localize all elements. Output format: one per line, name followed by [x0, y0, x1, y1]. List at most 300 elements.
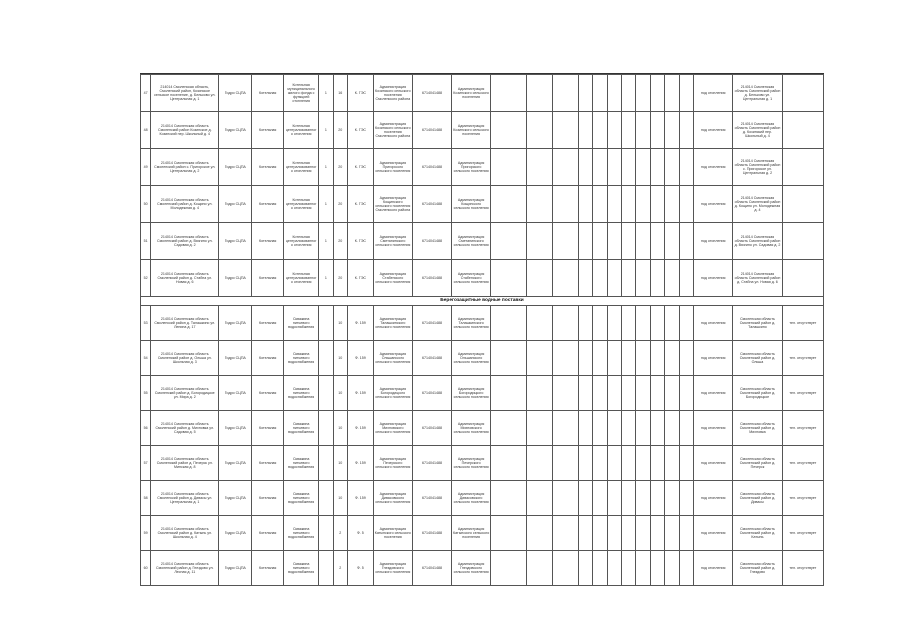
cell-empty	[578, 411, 592, 446]
cell-volume: 2	[333, 516, 347, 551]
cell-phone: тел. отсутствует	[782, 481, 823, 516]
cell-empty	[650, 516, 664, 551]
table-row	[141, 75, 824, 112]
cell-inn: 6714041488	[412, 446, 451, 481]
cell-destination: Смоленская область Смоленский район д. Талашкино	[733, 306, 782, 341]
cell-class: Ф. 5	[348, 551, 374, 586]
cell-empty	[607, 341, 621, 376]
table-body-bottom	[141, 306, 824, 586]
cell-volume: 10	[333, 411, 347, 446]
cell-empty	[679, 223, 693, 260]
cell-empty	[665, 341, 679, 376]
cell-operator: Администрация Стабенского сельского поселения	[452, 260, 491, 297]
cell-volume: 20	[333, 112, 347, 149]
cell-empty	[607, 481, 621, 516]
cell-empty	[491, 411, 527, 446]
cell-operator: Администрация Сметанинского сельского поселения	[452, 223, 491, 260]
cell-empty	[527, 446, 553, 481]
cell-purpose: Котельная муниципального жилого фонда с функцией отопления	[284, 75, 319, 112]
cell-type: Котельная	[252, 75, 284, 112]
cell-empty	[665, 516, 679, 551]
cell-class: Ф. 5	[348, 516, 374, 551]
cell-contact: под отопления	[694, 551, 733, 586]
cell-empty	[578, 75, 592, 112]
cell-class: Ф. 159	[348, 481, 374, 516]
cell-address: 214014 Смоленская область Смоленский район д. Печерск ул. Минская д. 8	[151, 446, 219, 481]
cell-volume: 10	[333, 341, 347, 376]
cell-empty	[636, 260, 650, 297]
cell-empty	[782, 260, 823, 297]
cell-purpose: Скважина питьевого водоснабжения	[284, 446, 319, 481]
cell-owner: Администрация Богородицкого сельского поселения	[373, 376, 412, 411]
table-row	[141, 260, 824, 297]
cell-contact: под отопления	[694, 223, 733, 260]
cell-empty	[319, 411, 333, 446]
cell-empty	[622, 516, 636, 551]
cell-inn: 6714041488	[412, 341, 451, 376]
cell-inn: 6714041488	[412, 516, 451, 551]
cell-purpose: Скважина питьевого водоснабжения	[284, 376, 319, 411]
cell-empty	[578, 223, 592, 260]
cell-phone: тел. отсутствует	[782, 306, 823, 341]
cell-type: Котельная	[252, 376, 284, 411]
cell-contact: под отопления	[694, 376, 733, 411]
cell-type: Котельная	[252, 516, 284, 551]
cell-empty	[593, 551, 607, 586]
cell-phone: тел. отсутствует	[782, 516, 823, 551]
cell-empty	[578, 341, 592, 376]
cell-owner: Администрация Михновского сельского поселения	[373, 411, 412, 446]
cell-code: Гидро СЦПА	[219, 112, 252, 149]
cell-number: 52	[141, 260, 151, 297]
cell-empty	[607, 149, 621, 186]
cell-empty	[527, 149, 553, 186]
cell-empty	[650, 411, 664, 446]
cell-empty	[593, 481, 607, 516]
cell-number: 49	[141, 149, 151, 186]
cell-empty	[636, 149, 650, 186]
cell-empty	[319, 306, 333, 341]
cell-empty	[491, 376, 527, 411]
cell-empty	[622, 306, 636, 341]
cell-volume: 20	[333, 186, 347, 223]
cell-empty	[650, 341, 664, 376]
cell-empty	[622, 149, 636, 186]
cell-destination: Смоленская область Смоленский район д. Ольша	[733, 341, 782, 376]
cell-empty	[319, 341, 333, 376]
cell-number: 54	[141, 341, 151, 376]
cell-destination: Смоленская область Смоленский район д. Михновка	[733, 411, 782, 446]
cell-empty	[665, 481, 679, 516]
cell-empty	[607, 223, 621, 260]
cell-purpose: Скважина питьевого водоснабжения	[284, 411, 319, 446]
cell-volume: 20	[333, 149, 347, 186]
cell-empty	[650, 551, 664, 586]
cell-empty	[552, 446, 578, 481]
cell-empty	[782, 223, 823, 260]
cell-empty	[552, 260, 578, 297]
cell-empty	[593, 186, 607, 223]
cell-empty	[636, 112, 650, 149]
cell-type: Котельная	[252, 260, 284, 297]
cell-inn: 6714041488	[412, 411, 451, 446]
cell-empty	[679, 376, 693, 411]
cell-empty	[527, 260, 553, 297]
cell-empty	[593, 516, 607, 551]
cell-empty	[607, 551, 621, 586]
cell-purpose: Скважина питьевого водоснабжения	[284, 551, 319, 586]
cell-empty	[665, 260, 679, 297]
cell-inn: 6714041488	[412, 260, 451, 297]
cell-empty	[552, 75, 578, 112]
cell-empty	[578, 112, 592, 149]
cell-empty	[491, 551, 527, 586]
cell-address: 214014 Смоленская область Смоленский район с. Пригорское ул. Центральная д. 2	[151, 149, 219, 186]
cell-type: Котельная	[252, 223, 284, 260]
cell-empty	[650, 149, 664, 186]
register-table	[140, 74, 824, 586]
cell-contact: под отопления	[694, 481, 733, 516]
cell-address: 214014 Смоленская область, Смоленский район, Козинское сельское поселение, д. Бельково ул. Центральная д. 1	[151, 75, 219, 112]
cell-operator: Администрация Гнездовского сельского поселения	[452, 551, 491, 586]
cell-inn: 6714041488	[412, 112, 451, 149]
cell-empty	[607, 376, 621, 411]
cell-empty	[527, 516, 553, 551]
cell-empty	[552, 481, 578, 516]
cell-destination: 214014 Смоленская область Смоленский район с. Пригорское ул. Центральная д. 2	[733, 149, 782, 186]
cell-operator: Администрация Михновского сельского поселения	[452, 411, 491, 446]
cell-contact: под отопления	[694, 149, 733, 186]
cell-volume: 10	[333, 306, 347, 341]
cell-operator: Администрация Дивасовского сельского поселения	[452, 481, 491, 516]
cell-operator: Администрация Кощинского сельского поселения	[452, 186, 491, 223]
cell-number: 48	[141, 112, 151, 149]
cell-empty	[607, 186, 621, 223]
cell-empty	[593, 75, 607, 112]
cell-empty	[650, 112, 664, 149]
cell-owner: Администрация Сметанинского сельского поселения	[373, 223, 412, 260]
cell-operator: Администрация Богородицкого сельского поселения	[452, 376, 491, 411]
cell-inn: 6714041488	[412, 551, 451, 586]
cell-inn: 6714041488	[412, 75, 451, 112]
cell-code: Гидро СЦПА	[219, 341, 252, 376]
cell-empty	[622, 341, 636, 376]
cell-destination: Смоленская область Смоленский район д. Богородицкое	[733, 376, 782, 411]
cell-owner: Администрация Гнездовского сельского поселения	[373, 551, 412, 586]
cell-empty	[679, 551, 693, 586]
cell-empty	[636, 446, 650, 481]
cell-contact: под отопления	[694, 341, 733, 376]
cell-empty	[491, 75, 527, 112]
cell-count: 1	[319, 75, 333, 112]
cell-empty	[527, 223, 553, 260]
cell-destination: 214014 Смоленская область Смоленский район д. Бельково ул. Центральная д. 1	[733, 75, 782, 112]
cell-phone: тел. отсутствует	[782, 411, 823, 446]
cell-address: 214014 Смоленская область Смоленский район д. Талашкино ул. Ленина д. 17	[151, 306, 219, 341]
cell-empty	[679, 411, 693, 446]
cell-class: К. ГЭС	[348, 260, 374, 297]
cell-empty	[679, 341, 693, 376]
cell-empty	[578, 481, 592, 516]
cell-owner: Администрация Кощинского сельского поселения Смоленского района	[373, 186, 412, 223]
cell-empty	[552, 186, 578, 223]
cell-empty	[491, 306, 527, 341]
cell-phone: тел. отсутствует	[782, 446, 823, 481]
cell-empty	[552, 223, 578, 260]
cell-operator: Администрация Талашкинского сельского поселения	[452, 306, 491, 341]
cell-empty	[491, 112, 527, 149]
cell-inn: 6714041488	[412, 186, 451, 223]
table-row	[141, 223, 824, 260]
cell-empty	[622, 481, 636, 516]
cell-contact: под отопления	[694, 516, 733, 551]
cell-empty	[665, 306, 679, 341]
cell-empty	[636, 551, 650, 586]
section-header-body	[141, 297, 824, 306]
cell-count: 1	[319, 186, 333, 223]
cell-type: Котельная	[252, 149, 284, 186]
cell-empty	[665, 551, 679, 586]
cell-empty	[552, 376, 578, 411]
cell-contact: под отопления	[694, 260, 733, 297]
cell-empty	[607, 260, 621, 297]
register-sheet	[140, 73, 824, 574]
cell-empty	[679, 260, 693, 297]
cell-code: Гидро СЦПА	[219, 306, 252, 341]
cell-code: Гидро СЦПА	[219, 481, 252, 516]
cell-class: Ф. 159	[348, 376, 374, 411]
cell-address: 214014 Смоленская область Смоленский район д. Богородицкое ул. Мира д. 2	[151, 376, 219, 411]
cell-operator: Администрация Козинского сельского поселения	[452, 75, 491, 112]
cell-empty	[491, 516, 527, 551]
cell-address: 214014 Смоленская область Смоленский район д. Ольша ул. Школьная д. 3	[151, 341, 219, 376]
cell-code: Гидро СЦПА	[219, 186, 252, 223]
cell-owner: Администрация Стабенского сельского поселения	[373, 260, 412, 297]
cell-phone: тел. отсутствует	[782, 341, 823, 376]
table-row	[141, 481, 824, 516]
cell-empty	[782, 75, 823, 112]
cell-empty	[607, 446, 621, 481]
cell-empty	[679, 112, 693, 149]
cell-empty	[491, 223, 527, 260]
cell-owner: Администрация Печерского сельского поселения	[373, 446, 412, 481]
cell-empty	[578, 149, 592, 186]
cell-code: Гидро СЦПА	[219, 411, 252, 446]
cell-volume: 10	[333, 446, 347, 481]
cell-contact: под отопления	[694, 186, 733, 223]
cell-destination: Смоленская область Смоленский район д. Дивасы	[733, 481, 782, 516]
cell-class: Ф. 159	[348, 446, 374, 481]
cell-empty	[491, 341, 527, 376]
cell-phone: тел. отсутствует	[782, 551, 823, 586]
cell-empty	[665, 223, 679, 260]
cell-number: 55	[141, 376, 151, 411]
cell-code: Гидро СЦПА	[219, 223, 252, 260]
cell-inn: 6714041488	[412, 306, 451, 341]
cell-empty	[636, 411, 650, 446]
cell-empty	[578, 260, 592, 297]
cell-empty	[527, 376, 553, 411]
cell-purpose: Котельная централизованного отопления	[284, 260, 319, 297]
cell-destination: 214014 Смоленская область Смоленский район д. Кощино ул. Молодежная д. 4	[733, 186, 782, 223]
cell-empty	[636, 516, 650, 551]
cell-empty	[593, 223, 607, 260]
cell-destination: Смоленская область Смоленский район д. Гнездово	[733, 551, 782, 586]
cell-empty	[622, 376, 636, 411]
cell-address: 214014 Смоленская область Смоленский район Козинское д. Козинский пер. Школьный д. 4	[151, 112, 219, 149]
cell-type: Котельная	[252, 112, 284, 149]
cell-empty	[679, 306, 693, 341]
cell-empty	[636, 186, 650, 223]
cell-class: Ф. 159	[348, 411, 374, 446]
cell-empty	[679, 186, 693, 223]
cell-empty	[665, 75, 679, 112]
cell-owner: Администрация Талашкинского сельского поселения	[373, 306, 412, 341]
cell-destination: 214014 Смоленская область Смоленский район д. Козинский пер. Школьный д. 4	[733, 112, 782, 149]
cell-empty	[607, 112, 621, 149]
cell-purpose: Скважина питьевого водоснабжения	[284, 306, 319, 341]
cell-operator: Администрация Печерского сельского поселения	[452, 446, 491, 481]
cell-count: 1	[319, 223, 333, 260]
cell-phone: тел. отсутствует	[782, 376, 823, 411]
cell-empty	[319, 516, 333, 551]
cell-address: 214014 Смоленская область Смоленский район д. Стабна ул. Новая д. 6	[151, 260, 219, 297]
cell-empty	[491, 186, 527, 223]
cell-number: 50	[141, 186, 151, 223]
cell-empty	[527, 306, 553, 341]
cell-empty	[650, 186, 664, 223]
cell-empty	[650, 376, 664, 411]
cell-purpose: Котельная централизованного отопления	[284, 112, 319, 149]
cell-empty	[650, 481, 664, 516]
cell-number: 60	[141, 551, 151, 586]
cell-empty	[319, 446, 333, 481]
table-row	[141, 306, 824, 341]
table-body-top	[141, 75, 824, 297]
cell-empty	[578, 306, 592, 341]
cell-empty	[552, 341, 578, 376]
cell-empty	[679, 481, 693, 516]
cell-empty	[622, 112, 636, 149]
cell-destination: 214014 Смоленская область Смоленский район д. Стабна ул. Новая д. 6	[733, 260, 782, 297]
section-header: Берегозащитные водные поставки	[141, 297, 824, 306]
cell-empty	[622, 75, 636, 112]
cell-owner: Администрация Пригорского сельского поселения	[373, 149, 412, 186]
table-row	[141, 186, 824, 223]
cell-empty	[552, 112, 578, 149]
cell-empty	[622, 260, 636, 297]
cell-destination: Смоленская область Смоленский район д. Катынь	[733, 516, 782, 551]
cell-empty	[665, 186, 679, 223]
cell-empty	[607, 516, 621, 551]
cell-number: 47	[141, 75, 151, 112]
cell-empty	[593, 112, 607, 149]
cell-code: Гидро СЦПА	[219, 149, 252, 186]
cell-empty	[552, 306, 578, 341]
cell-empty	[782, 186, 823, 223]
cell-contact: под отопления	[694, 446, 733, 481]
cell-code: Гидро СЦПА	[219, 516, 252, 551]
cell-empty	[593, 376, 607, 411]
cell-empty	[607, 306, 621, 341]
cell-address: 214014 Смоленская область Смоленский район д. Катынь ул. Школьная д. 4	[151, 516, 219, 551]
cell-class: К. ГЭС	[348, 149, 374, 186]
cell-address: 214014 Смоленская область Смоленский район д. Кощино ул. Молодежная д. 4	[151, 186, 219, 223]
cell-code: Гидро СЦПА	[219, 75, 252, 112]
cell-empty	[650, 223, 664, 260]
cell-volume: 16	[333, 75, 347, 112]
cell-empty	[679, 446, 693, 481]
cell-empty	[622, 446, 636, 481]
cell-class: К. ГЭС	[348, 223, 374, 260]
cell-empty	[578, 376, 592, 411]
cell-count: 1	[319, 260, 333, 297]
cell-empty	[593, 149, 607, 186]
cell-inn: 6714041488	[412, 149, 451, 186]
table-row	[141, 341, 824, 376]
cell-empty	[319, 481, 333, 516]
cell-purpose: Котельная централизованного отопления	[284, 186, 319, 223]
table-row	[141, 149, 824, 186]
table-row	[141, 446, 824, 481]
cell-empty	[622, 551, 636, 586]
cell-owner: Администрация Ольшанского сельского поселения	[373, 341, 412, 376]
table-row	[141, 376, 824, 411]
cell-empty	[636, 306, 650, 341]
cell-volume: 20	[333, 260, 347, 297]
cell-purpose: Котельная централизованного отопления	[284, 223, 319, 260]
cell-empty	[491, 149, 527, 186]
cell-code: Гидро СЦПА	[219, 260, 252, 297]
cell-class: К. ГЭС	[348, 186, 374, 223]
cell-empty	[636, 341, 650, 376]
cell-empty	[607, 411, 621, 446]
cell-contact: под отопления	[694, 112, 733, 149]
cell-code: Гидро СЦПА	[219, 376, 252, 411]
cell-code: Гидро СЦПА	[219, 551, 252, 586]
cell-empty	[527, 341, 553, 376]
cell-number: 57	[141, 446, 151, 481]
cell-owner: Администрация Дивасовского сельского поселения	[373, 481, 412, 516]
cell-empty	[578, 186, 592, 223]
cell-number: 56	[141, 411, 151, 446]
table-row	[141, 411, 824, 446]
cell-empty	[552, 411, 578, 446]
cell-contact: под отопления	[694, 411, 733, 446]
cell-type: Котельная	[252, 186, 284, 223]
cell-empty	[636, 376, 650, 411]
cell-number: 59	[141, 516, 151, 551]
cell-empty	[636, 481, 650, 516]
cell-empty	[578, 551, 592, 586]
cell-purpose: Скважина питьевого водоснабжения	[284, 341, 319, 376]
cell-contact: под отопления	[694, 306, 733, 341]
cell-empty	[650, 446, 664, 481]
cell-inn: 6714041488	[412, 481, 451, 516]
cell-owner: Администрация Козинского сельского поселения Смоленского района	[373, 112, 412, 149]
cell-volume: 2	[333, 551, 347, 586]
cell-empty	[665, 446, 679, 481]
cell-empty	[491, 260, 527, 297]
cell-empty	[527, 481, 553, 516]
cell-empty	[679, 516, 693, 551]
cell-class: К. ГЭС	[348, 75, 374, 112]
cell-empty	[491, 446, 527, 481]
cell-empty	[552, 551, 578, 586]
cell-empty	[782, 149, 823, 186]
cell-empty	[636, 223, 650, 260]
cell-number: 53	[141, 306, 151, 341]
